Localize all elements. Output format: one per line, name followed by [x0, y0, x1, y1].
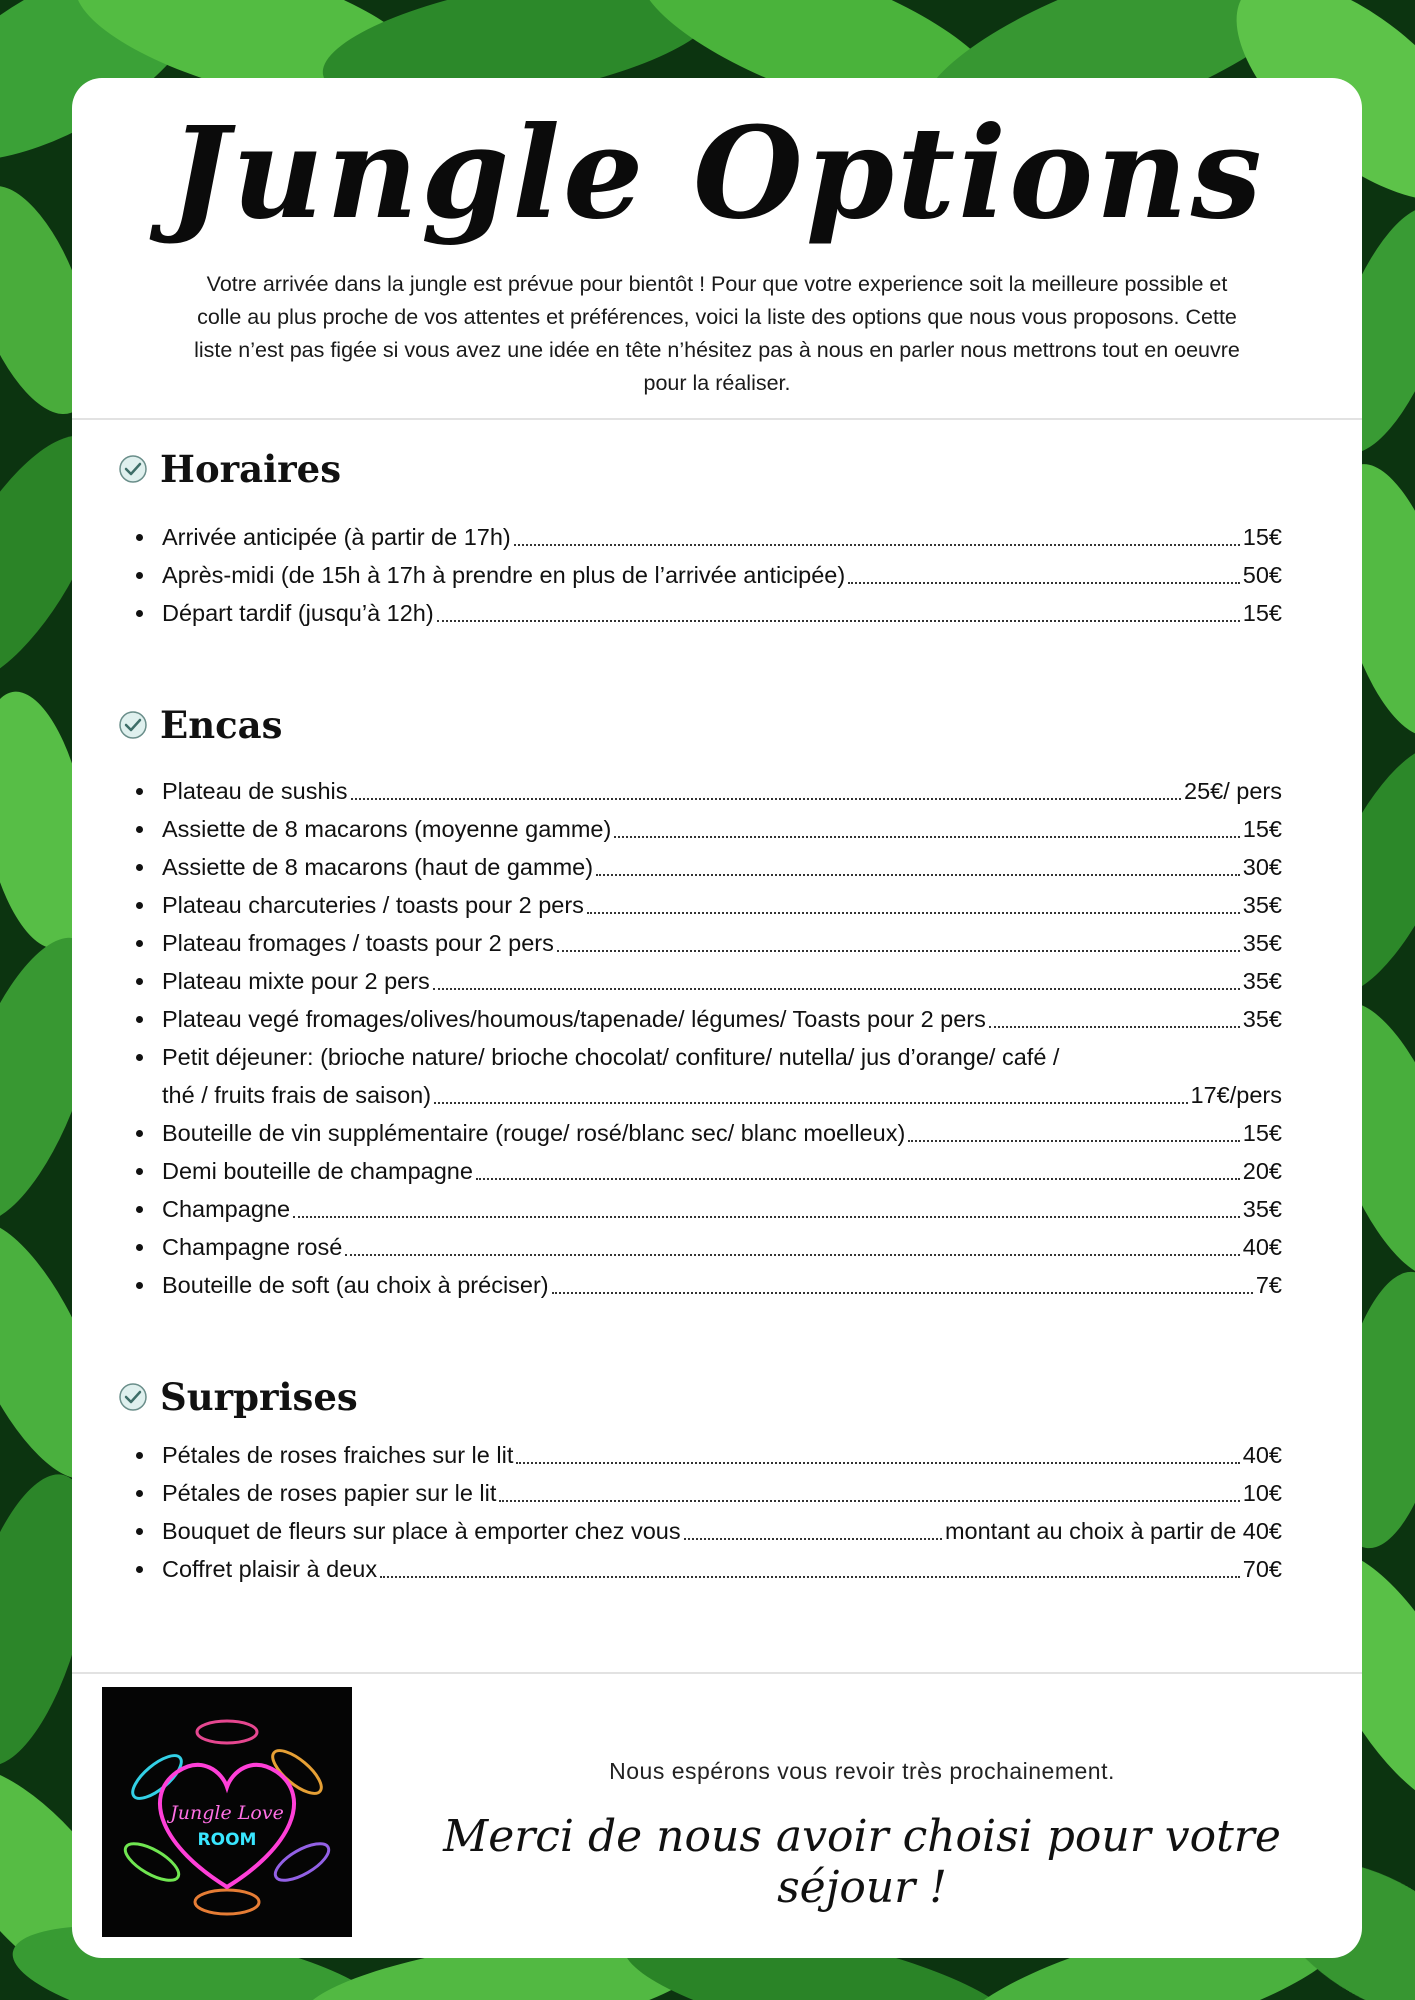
logo-line1: Jungle Love	[170, 1802, 284, 1824]
item-price: 15€	[1242, 1120, 1282, 1146]
encas-list	[162, 772, 1282, 1304]
dot-leader	[514, 544, 1240, 546]
item-price: 35€	[1242, 1006, 1282, 1032]
dot-leader	[516, 1462, 1239, 1464]
item-label: thé / fruits frais de saison)	[162, 1082, 432, 1108]
check-circle-icon	[118, 1382, 148, 1412]
section-title-label: Encas	[160, 703, 283, 747]
item-label: Champagne rosé	[162, 1234, 343, 1260]
section-title-label: Horaires	[160, 447, 342, 491]
item-price: 35€	[1242, 1196, 1282, 1222]
item-label: Assiette de 8 macarons (moyenne gamme)	[162, 816, 612, 842]
dot-leader	[434, 1102, 1187, 1104]
item-price: 35€	[1242, 930, 1282, 956]
item-label: Arrivée anticipée (à partir de 17h)	[162, 524, 511, 550]
dot-leader	[380, 1576, 1240, 1578]
dot-leader	[499, 1500, 1239, 1502]
dot-leader	[596, 874, 1240, 876]
list-item	[162, 518, 1282, 556]
item-price: 25€/ pers	[1184, 778, 1282, 804]
section-title-label: Surprises	[160, 1375, 358, 1419]
item-price: 15€	[1242, 600, 1282, 626]
dot-leader	[476, 1178, 1240, 1180]
intro-text: Votre arrivée dans la jungle est prévue pour bientôt ! Pour que votre experience soit la meilleure possible et colle au plus proche de vos attentes et préférences, voici la liste des options que nous vous proposons. Cette liste n’est pas figée si vous avez une idée en tête n’hésitez pas à nous en parler nous mettrons tout en oeuvre pour la réaliser.	[194, 272, 1240, 395]
horaires-list	[162, 518, 1282, 632]
item-price: 20€	[1242, 1158, 1282, 1184]
item-label: Plateau fromages / toasts pour 2 pers	[162, 930, 554, 956]
item-price: 50€	[1242, 562, 1282, 588]
dot-leader	[989, 1026, 1240, 1028]
item-label: Plateau vegé fromages/olives/houmous/tapenade/ légumes/ Toasts pour 2 pers	[162, 1006, 986, 1032]
item-label: Demi bouteille de champagne	[162, 1158, 473, 1184]
dot-leader	[614, 836, 1239, 838]
list-item	[162, 924, 1282, 962]
divider	[72, 418, 1362, 420]
item-label: Bouteille de vin supplémentaire (rouge/ rosé/blanc sec/ blanc moelleux)	[162, 1120, 906, 1146]
item-label: Bouquet de fleurs sur place à emporter chez vous	[162, 1518, 681, 1544]
item-price: 70€	[1242, 1556, 1282, 1582]
item-label: Champagne	[162, 1196, 291, 1222]
item-price: 30€	[1242, 854, 1282, 880]
list-item	[162, 1152, 1282, 1190]
list-item	[162, 1474, 1282, 1512]
list-item	[162, 848, 1282, 886]
dot-leader	[345, 1254, 1240, 1256]
dot-leader	[684, 1538, 942, 1540]
section-title-surprises	[118, 1372, 358, 1422]
item-price: 15€	[1242, 816, 1282, 842]
list-item	[162, 1550, 1282, 1588]
item-price: montant au choix à partir de 40€	[944, 1518, 1282, 1544]
item-label: Après-midi (de 15h à 17h à prendre en plus de l’arrivée anticipée)	[162, 562, 846, 588]
item-label: Assiette de 8 macarons (haut de gamme)	[162, 854, 594, 880]
item-label: Plateau charcuteries / toasts pour 2 pers	[162, 892, 584, 918]
item-label: Bouteille de soft (au choix à préciser)	[162, 1272, 549, 1298]
list-item	[162, 1038, 1282, 1114]
logo-line2: ROOM	[197, 1830, 257, 1850]
dot-leader	[351, 798, 1182, 800]
item-price: 40€	[1242, 1234, 1282, 1260]
item-label: Coffret plaisir à deux	[162, 1556, 378, 1582]
list-item	[162, 1000, 1282, 1038]
item-price: 17€/pers	[1190, 1082, 1282, 1108]
dot-leader	[293, 1216, 1240, 1218]
jungle-love-room-logo	[102, 1687, 352, 1937]
item-label: Plateau mixte pour 2 pers	[162, 968, 430, 994]
item-label: Pétales de roses fraiches sur le lit	[162, 1442, 514, 1468]
item-price: 15€	[1242, 524, 1282, 550]
list-item	[162, 1114, 1282, 1152]
item-price: 35€	[1242, 968, 1282, 994]
footer-message	[412, 1758, 1312, 1913]
list-item	[162, 810, 1282, 848]
check-circle-icon	[118, 710, 148, 740]
dot-leader	[557, 950, 1240, 952]
divider	[72, 1672, 1362, 1674]
item-label: Petit déjeuner: (brioche nature/ brioche chocolat/ confiture/ nutella/ jus d’orange/ café /	[162, 1044, 1060, 1070]
surprises-list	[162, 1436, 1282, 1588]
list-item	[162, 594, 1282, 632]
dot-leader	[552, 1292, 1253, 1294]
list-item	[162, 1436, 1282, 1474]
dot-leader	[437, 620, 1240, 622]
item-price: 35€	[1242, 892, 1282, 918]
footer-merci: Merci de nous avoir choisi pour votre séjour !	[443, 1811, 1281, 1913]
list-item	[162, 1190, 1282, 1228]
list-item	[162, 886, 1282, 924]
dot-leader	[848, 582, 1240, 584]
section-title-horaires	[118, 444, 341, 494]
list-item	[162, 772, 1282, 810]
item-label: Pétales de roses papier sur le lit	[162, 1480, 497, 1506]
section-title-encas	[118, 700, 282, 750]
check-circle-icon	[118, 454, 148, 484]
item-price: 10€	[1242, 1480, 1282, 1506]
list-item	[162, 962, 1282, 1000]
list-item	[162, 1266, 1282, 1304]
item-label: Plateau de sushis	[162, 778, 348, 804]
dot-leader	[908, 1140, 1240, 1142]
footer-revoir: Nous espérons vous revoir très prochainement.	[609, 1758, 1115, 1784]
list-item	[162, 556, 1282, 594]
item-price: 40€	[1242, 1442, 1282, 1468]
dot-leader	[587, 912, 1240, 914]
page-title: Jungle Options	[169, 99, 1265, 247]
dot-leader	[433, 988, 1240, 990]
list-item	[162, 1512, 1282, 1550]
list-item	[162, 1228, 1282, 1266]
options-card	[72, 78, 1362, 1958]
item-label: Départ tardif (jusqu’à 12h)	[162, 600, 434, 626]
item-price: 7€	[1255, 1272, 1282, 1298]
item-line2	[162, 1076, 1282, 1114]
